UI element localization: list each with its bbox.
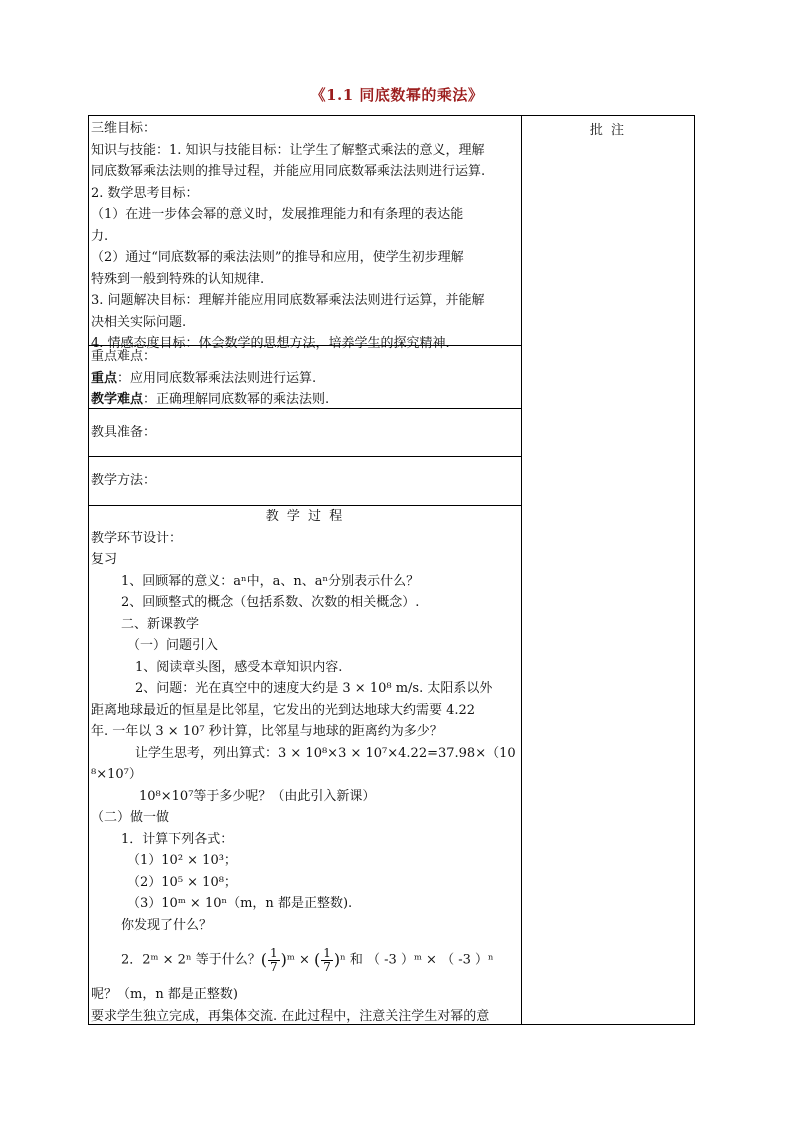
think-line: 让学生思考，列出算式：3 × 10⁸×3 × 10⁷×4.22=37.98×（10 bbox=[135, 745, 516, 761]
objective-line: 特殊到一般到特殊的认知规律. bbox=[91, 271, 265, 287]
compute-heading: 1．计算下列各式： bbox=[121, 831, 234, 847]
objective-line: （2）通过“同底数幂的乘法法则”的推导和应用，使学生初步理解 bbox=[91, 250, 464, 265]
instruction-line: 要求学生独立完成，再集体交流. 在此过程中，注意关注学生对幂的意 bbox=[91, 1008, 490, 1024]
design-heading: 教学环节设计： bbox=[91, 530, 183, 546]
review-item: 2、回顾整式的概念（包括系数、次数的相关概念）. bbox=[121, 595, 420, 610]
difficulty-label: 教学难点 bbox=[91, 392, 144, 407]
exercise-2-middle: ᵐ × bbox=[286, 952, 310, 968]
key-points-cell bbox=[91, 346, 519, 411]
compute-item: （2）10⁵ × 10⁸； bbox=[127, 874, 237, 890]
part2-heading: （二）做一做 bbox=[91, 810, 170, 825]
found-question: 你发现了什么？ bbox=[121, 917, 213, 933]
exercise-2-line: 2．2ᵐ × 2ⁿ 等于什么？( $\frac{1}{7}$ )ᵐ × ( $\frac{1}{7}$ )ⁿ 和 （ -3 ）ᵐ × （ -3 ）ⁿ bbox=[121, 945, 494, 974]
objective-line: 力. bbox=[91, 228, 109, 244]
objective-line: 4. 情感态度目标：体会数学的思想方法，培养学生的探究精神. bbox=[91, 336, 450, 351]
exercise-2-start: 2．2ᵐ × 2ⁿ 等于什么？ bbox=[121, 952, 261, 968]
fraction-one-seventh: $\frac{1}{7}$ bbox=[323, 945, 331, 974]
question-line: 距离地球最近的恒星是比邻星，它发出的光到达地球大约需要 4.22 bbox=[91, 702, 476, 718]
process-title: 教 学 过 程 bbox=[265, 509, 345, 524]
new-lesson-heading: 二、新课教学 bbox=[121, 616, 200, 632]
objective-line: 决相关实际问题. bbox=[91, 314, 187, 330]
compute-item: （1）10² × 10³； bbox=[127, 853, 237, 868]
exercise-2-end: ⁿ 和 （ -3 ）ᵐ × （ -3 ）ⁿ bbox=[340, 952, 494, 968]
objectives-cell bbox=[91, 118, 519, 355]
review-heading: 复习 bbox=[91, 552, 118, 567]
objective-line: 同底数幂乘法法则的推导过程，并能应用同底数幂乘法法则进行运算. bbox=[91, 164, 486, 179]
read-item: 1、阅读章头图，感受本章知识内容. bbox=[135, 659, 343, 675]
row-divider bbox=[89, 408, 521, 409]
objective-line: 3. 问题解决目标：理解并能应用同底数幂乘法法则进行运算，并能解 bbox=[91, 293, 485, 308]
tools-cell bbox=[91, 422, 519, 444]
objectives-heading: 三维目标： bbox=[91, 121, 157, 136]
lesson-table bbox=[88, 115, 695, 1025]
compute-item: （3）10ᵐ × 10ⁿ（m，n 都是正整数). bbox=[127, 896, 353, 911]
part1-heading: （一）问题引入 bbox=[127, 638, 219, 653]
key-label: 重点 bbox=[91, 370, 118, 386]
column-divider bbox=[521, 116, 522, 1024]
objective-line: 2. 数学思考目标： bbox=[91, 185, 199, 201]
difficulty-text: ：正确理解同底数幂的乘法法则. bbox=[143, 392, 330, 407]
objective-line: 知识与技能：1. 知识与技能目标：让学生了解整式乘法的意义，理解 bbox=[91, 142, 485, 158]
objective-line: （1）在进一步体会幂的意义时，发展推理能力和有条理的表达能 bbox=[91, 207, 464, 222]
method-label: 教学方法： bbox=[91, 473, 157, 488]
exercise-2-tail: 呢？（m，n 都是正整数) bbox=[91, 987, 238, 1002]
page-title: 《1.1 同底数幂的乘法》 bbox=[310, 86, 484, 104]
think-line: ⁸×10⁷） bbox=[91, 767, 142, 782]
question-line: 年. 一年以 3 × 10⁷ 秒计算，比邻星与地球的距离约为多少？ bbox=[91, 724, 443, 739]
question-intro: 10⁸×10⁷等于多少呢？（由此引入新课） bbox=[139, 788, 376, 804]
review-item: 1、回顾幂的意义：aⁿ中，a、n、aⁿ分别表示什么？ bbox=[121, 573, 420, 589]
key-points-heading: 重点难点： bbox=[91, 349, 157, 364]
row-divider bbox=[89, 456, 521, 457]
key-text: ：应用同底数幂乘法法则进行运算. bbox=[117, 370, 317, 386]
tools-label: 教具准备： bbox=[91, 425, 157, 440]
method-cell bbox=[91, 470, 519, 492]
fraction-one-seventh: $\frac{1}{7}$ bbox=[269, 945, 278, 974]
remarks-header: 批 注 bbox=[589, 123, 627, 138]
question-line: 2、问题：光在真空中的速度大约是 3 × 10⁸ m/s. 太阳系以外 bbox=[135, 681, 493, 696]
process-cell bbox=[91, 506, 519, 1025]
